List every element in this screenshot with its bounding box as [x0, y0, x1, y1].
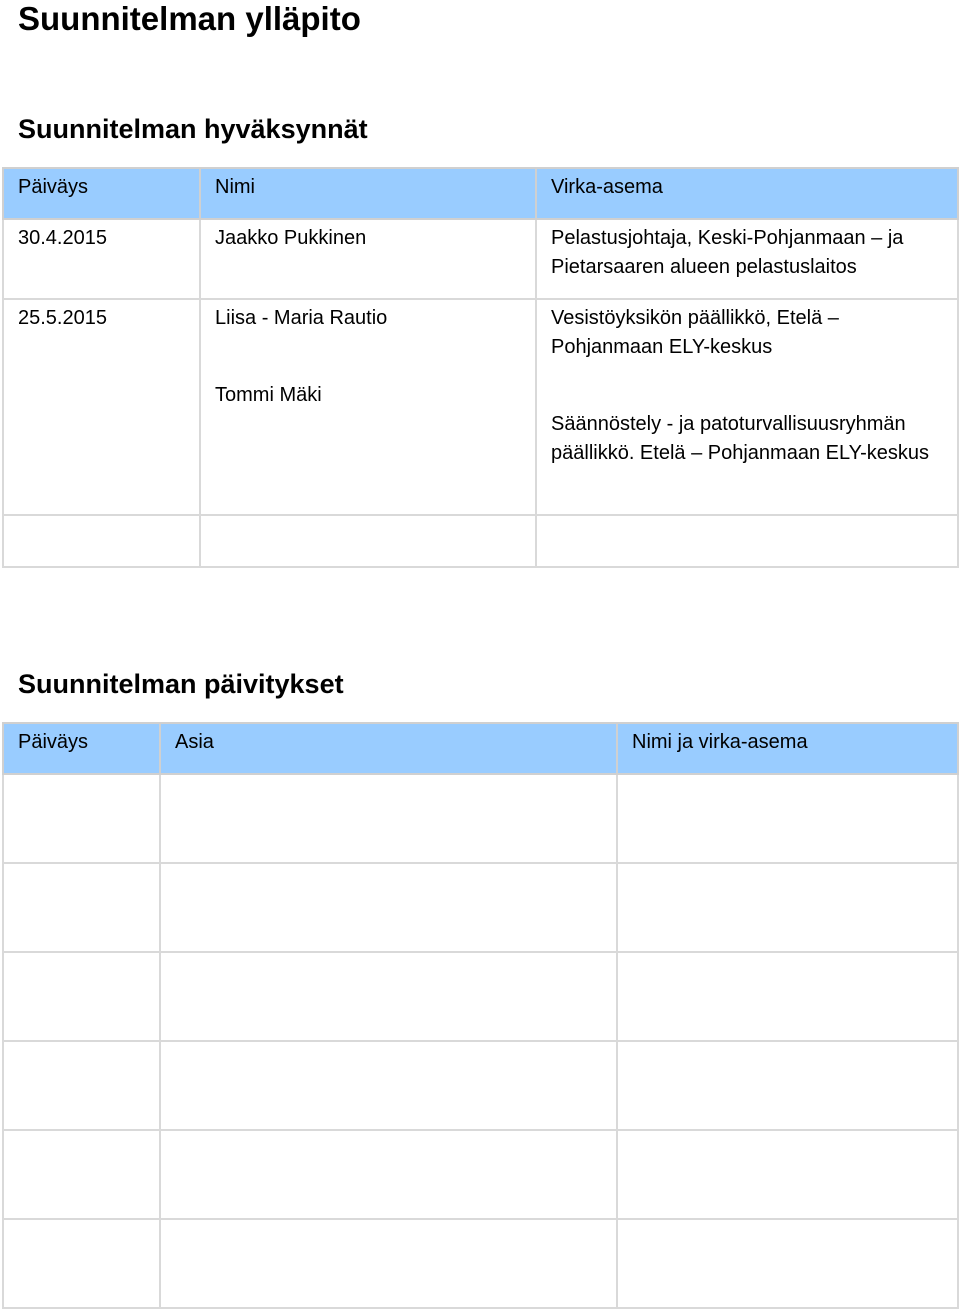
topic-cell: [160, 952, 617, 1041]
updates-heading: Suunnitelman päivitykset: [18, 669, 344, 699]
table-row: [3, 515, 958, 567]
position-cell: Pelastusjohtaja, Keski-Pohjanmaan – ja Pietarsaaren alueen pelastuslaitos: [536, 219, 958, 299]
date-cell: 30.4.2015: [3, 219, 200, 299]
date-cell: [3, 952, 160, 1041]
topic-cell: [160, 863, 617, 952]
date-cell: [3, 774, 160, 863]
approver-position: Vesistöyksikön päällikkö, Etelä – Pohjanmaan ELY-keskus: [551, 307, 839, 358]
topic-cell: [160, 1041, 617, 1130]
approvals-table: [2, 167, 959, 568]
approver-name: Tommi Mäki: [215, 384, 322, 406]
column-header-name-position: Nimi ja virka-asema: [617, 723, 958, 774]
position-cell: [536, 515, 958, 567]
date-cell: [3, 515, 200, 567]
table-row: [3, 1130, 958, 1219]
approver-position: Säännöstely - ja patoturvallisuusryhmän päällikkö. Etelä – Pohjanmaan ELY-keskus: [551, 413, 930, 464]
date-cell: [3, 863, 160, 952]
topic-cell: [160, 774, 617, 863]
date-cell: [3, 1130, 160, 1219]
name-position-cell: [617, 863, 958, 952]
approver-name: Liisa - Maria Rautio: [215, 307, 388, 329]
table-row: [3, 952, 958, 1041]
table-row: [3, 1041, 958, 1130]
name-position-cell: [617, 774, 958, 863]
table-row: [3, 219, 958, 299]
updates-header-row: [3, 723, 958, 774]
column-header-date: Päiväys: [3, 168, 200, 219]
table-row: [3, 863, 958, 952]
table-row: [3, 774, 958, 863]
name-cell: Jaakko Pukkinen: [200, 219, 536, 299]
name-position-cell: [617, 952, 958, 1041]
cell-spacer: [215, 333, 523, 381]
updates-table: [2, 722, 959, 1309]
table-row: [3, 1219, 958, 1308]
topic-cell: [160, 1130, 617, 1219]
date-cell: [3, 1041, 160, 1130]
column-header-position: Virka-asema: [536, 168, 958, 219]
name-position-cell: [617, 1130, 958, 1219]
name-cell: [200, 515, 536, 567]
page-title: Suunnitelman ylläpito: [18, 0, 361, 37]
approvals-header-row: [3, 168, 958, 219]
approvals-heading: Suunnitelman hyväksynnät: [18, 114, 368, 144]
date-cell: 25.5.2015: [3, 299, 200, 515]
date-cell: [3, 1219, 160, 1308]
name-position-cell: [617, 1219, 958, 1308]
column-header-date: Päiväys: [3, 723, 160, 774]
column-header-topic: Asia: [160, 723, 617, 774]
topic-cell: [160, 1219, 617, 1308]
position-cell: [536, 299, 958, 515]
name-position-cell: [617, 1041, 958, 1130]
name-cell: [200, 299, 536, 515]
column-header-name: Nimi: [200, 168, 536, 219]
table-row: [3, 299, 958, 515]
cell-spacer: [551, 362, 945, 410]
